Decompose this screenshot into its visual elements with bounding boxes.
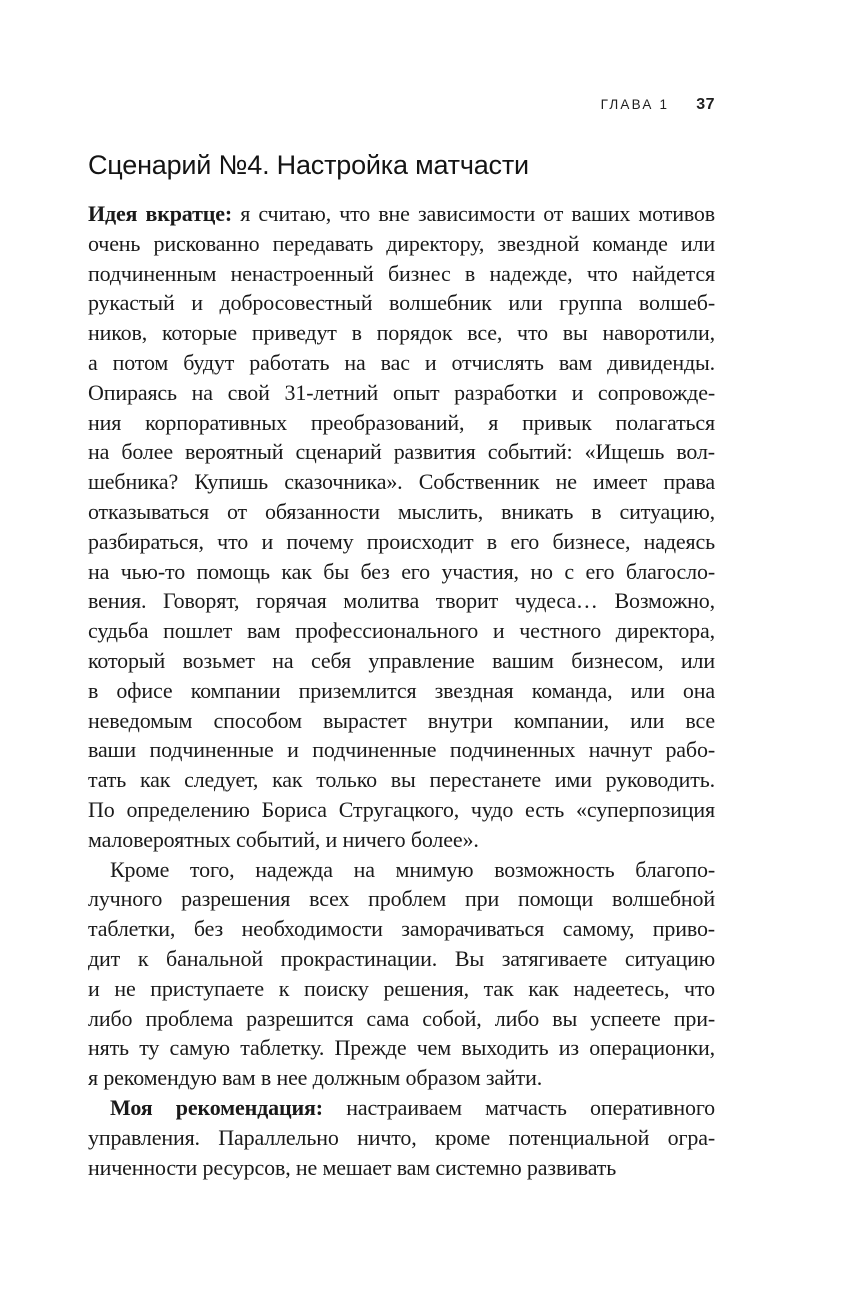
text-line: таблетки, без необходимости заморачиваться самому, приво- [88,916,715,942]
text-line: нять ту самую таблетку. Прежде чем выходить из операционки, [88,1035,715,1061]
text-line: Идея вкратце: я считаю, что вне зависимости от ваших мотивов [88,201,715,226]
bold-lead: Идея вкратце: [88,201,233,226]
text-line: который возьмет на себя управление вашим бизнесом, или [88,647,715,673]
text-line: подчиненным ненастроенный бизнес в надежде, что найдется [88,260,715,286]
text-line: а потом будут работать на вас и отчислять вам дивиденды. [88,349,715,375]
text-line: на чью-то помощь как бы без его участия, но с его благосло- [88,558,715,584]
paragraph [88,199,715,855]
page-number: 37 [696,96,715,113]
text-line: тать как следует, как только вы перестанете ими руководить. [88,767,715,793]
paragraph [88,855,715,1093]
body-text [88,199,715,1182]
text-line: По определению Бориса Стругацкого, чудо есть «суперпозиция [88,796,715,822]
text-line: разбираться, что и почему происходит в его бизнесе, надеясь [88,528,715,554]
chapter-label: ГЛАВА 1 [600,97,670,112]
text-line: маловероятных событий, и ничего более». [88,826,479,852]
text-line: отказываться от обязанности мыслить, вникать в ситуацию, [88,498,715,524]
text-line: Опираясь на свой 31-летний опыт разработки и сопровожде- [88,379,715,405]
running-head [88,96,715,114]
text-line: лучного разрешения всех проблем при помощи волшебной [88,886,715,912]
section-heading: Сценарий №4. Настройка матчасти [88,150,529,180]
text-line: рукастый и добросовестный волшебник или группа волшеб- [88,290,715,316]
text-line: шебника? Купишь сказочника». Собственник не имеет права [88,469,715,495]
text-line: очень рискованно передавать директору, звездной команде или [88,230,715,256]
text-line: и не приступаете к поиску решения, так как надеетесь, что [88,975,715,1001]
text-line: ников, которые приведут в порядок все, что вы наворотили, [88,320,715,346]
text-line: судьба пошлет вам профессионального и честного директора, [88,618,715,644]
text-line: в офисе компании приземлится звездная команда, или она [88,677,715,703]
text-line: неведомым способом вырастет внутри компании, или все [88,707,715,733]
text-line: ниченности ресурсов, не мешает вам системно развивать [88,1154,617,1180]
text-line: Кроме того, надежда на мнимую возможность благопо- [110,856,715,882]
text-line: ния корпоративных преобразований, я привык полагаться [88,409,715,435]
text-line: ваши подчиненные и подчиненные подчиненных начнут рабо- [88,737,715,763]
text-line: на более вероятный сценарий развития событий: «Ищешь вол- [88,439,715,465]
text-line: дит к банальной прокрастинации. Вы затягиваете ситуацию [88,945,715,971]
text-line: вения. Говорят, горячая молитва творит чудеса… Возможно, [88,588,715,614]
text-line: либо проблема разрешится сама собой, либо вы успеете при- [88,1005,715,1031]
text-line: Моя рекомендация: настраиваем матчасть оперативного [110,1094,715,1120]
paragraph [88,1093,715,1182]
text-line: управления. Параллельно ничто, кроме потенциальной огра- [88,1124,715,1150]
text-line: я рекомендую вам в нее должным образом зайти. [88,1065,543,1091]
bold-lead: Моя рекомендация: [110,1094,323,1120]
